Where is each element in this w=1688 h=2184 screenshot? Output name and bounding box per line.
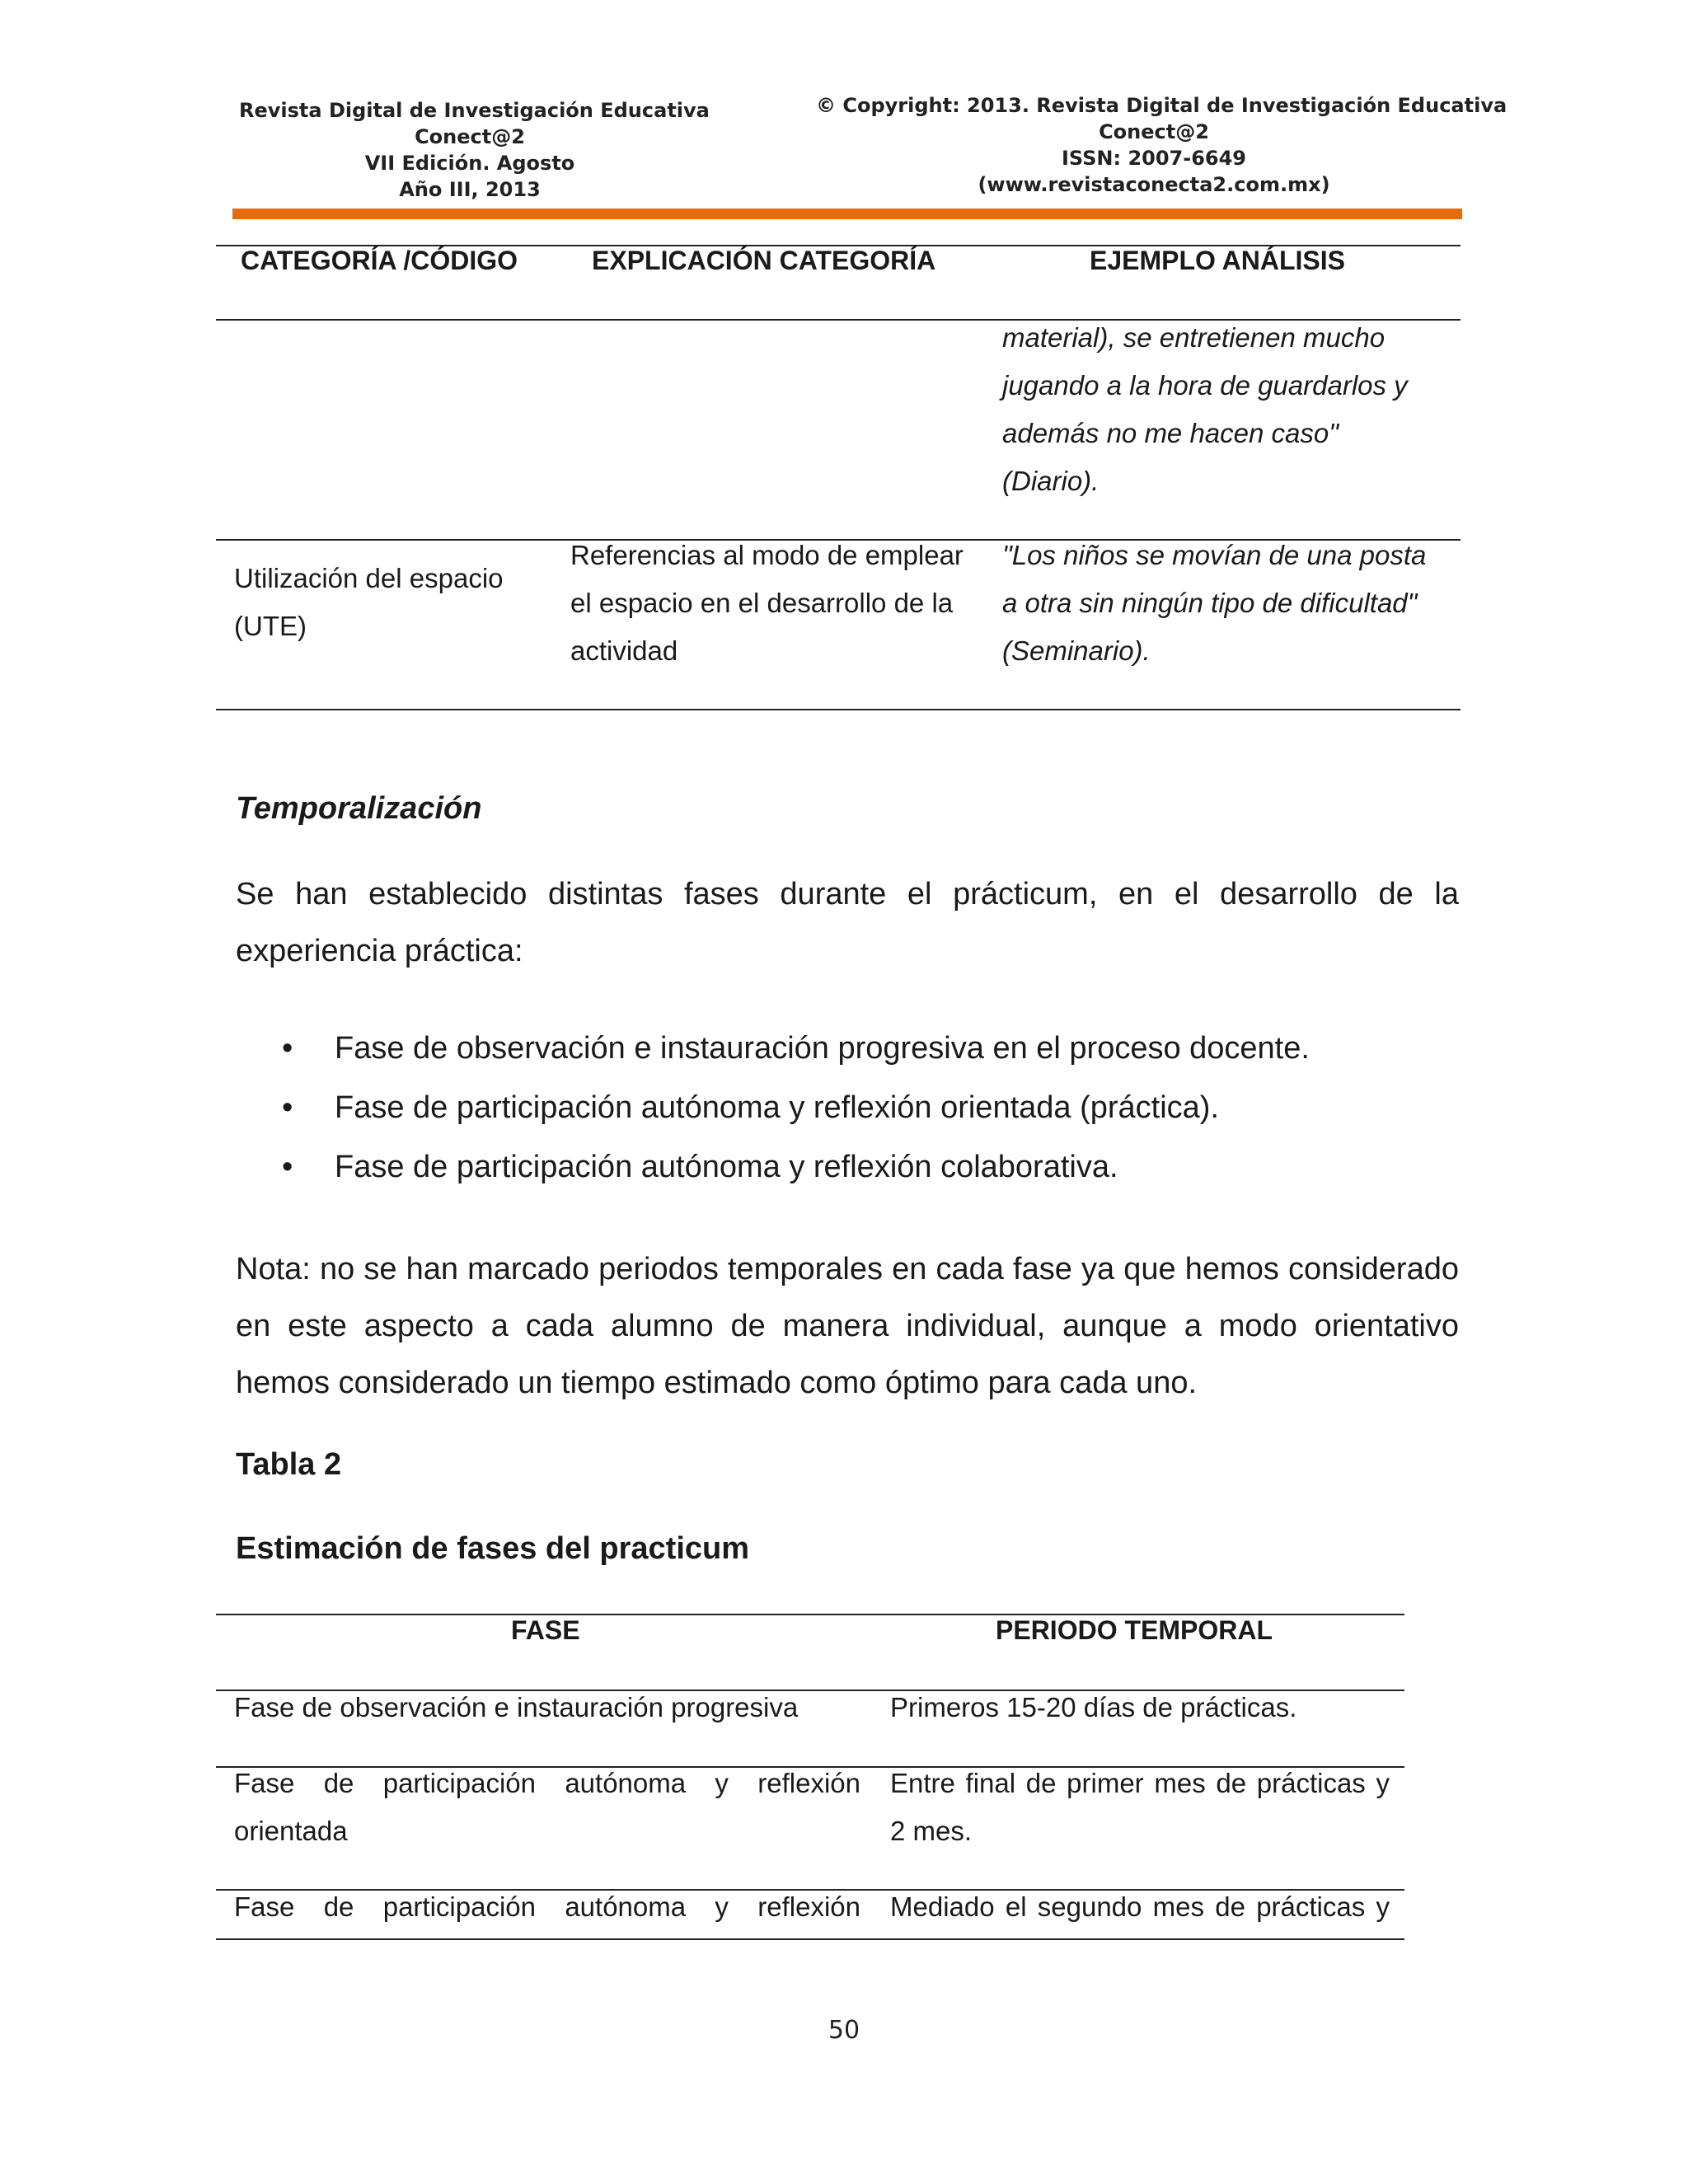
journal-brand: Conect@2 (415, 125, 525, 148)
table2-row3-periodo: Mediado el segundo mes de prácticas y (890, 1891, 1390, 1922)
table2-label: Tabla 2 (236, 1447, 342, 1482)
bullet-icon: • (282, 1031, 293, 1066)
table2-header-fase: FASE (511, 1615, 580, 1645)
table1-continued-example: material), se entretienen mucho jugando a la hora de guardarlos y además no me hacen caso" (Diario). (1002, 322, 1408, 496)
copyright-line: © Copyright: 2013. Revista Digital de Investigación Educativa (816, 94, 1507, 117)
issn: ISSN: 2007-6649 (1061, 147, 1246, 170)
journal-name: Revista Digital de Investigación Educativa (239, 99, 710, 122)
list-item: • Fase de observación e instauración progresiva en el proceso docente. (236, 1019, 1459, 1078)
journal-url: (www.revistaconecta2.com.mx) (978, 173, 1330, 196)
header-divider (232, 209, 1462, 219)
table2-bottom-rule (216, 1938, 1404, 1940)
journal-edition: VII Edición. Agosto (364, 152, 575, 175)
section-heading: Temporalización (236, 791, 482, 826)
table2-title: Estimación de fases del practicum (236, 1531, 750, 1566)
table1-header-category: CATEGORÍA /CÓDIGO (241, 246, 518, 275)
table2-row1-periodo: Primeros 15-20 días de prácticas. (890, 1692, 1297, 1722)
table2-row3-fase: Fase de participación autónoma y reflexión (234, 1891, 860, 1922)
table1-bottom-rule (216, 709, 1461, 710)
journal-year: Año III, 2013 (399, 178, 541, 201)
table1-explanation-cell: Referencias al modo de emplear el espacio en el desarrollo de la actividad (570, 540, 964, 666)
table1-category-cell: Utilización del espacio (UTE) (234, 563, 504, 641)
table2-row2-periodo: Entre final de primer mes de prácticas y 2 mes. (890, 1768, 1390, 1846)
journal-header-left (239, 97, 710, 203)
list-item: • Fase de participación autónoma y reflexión colaborativa. (236, 1137, 1459, 1197)
bullet-icon: • (282, 1150, 293, 1184)
intro-paragraph: Se han establecido distintas fases durante el prácticum, en el desarrollo de la experiencia práctica: (236, 877, 1459, 968)
list-item: • Fase de participación autónoma y reflexión orientada (práctica). (236, 1078, 1459, 1137)
page-number: 50 (828, 2016, 860, 2045)
note-paragraph: Nota: no se han marcado periodos temporales en cada fase ya que hemos considerado en este aspecto a cada alumno de manera individual, aunque a modo orientativo hemos considerado un tiempo estimado como óptimo para cada uno. (236, 1252, 1459, 1400)
table2-row2-fase: Fase de participación autónoma y reflexión orientada (234, 1768, 860, 1846)
table1-header-explanation: EXPLICACIÓN CATEGORÍA (592, 246, 936, 275)
table1-example-cell: "Los niños se movían de una posta a otra sin ningún tipo de dificultad" (Seminario). (1002, 540, 1427, 666)
bullet-icon: • (282, 1090, 293, 1125)
copyright-brand: Conect@2 (1099, 120, 1209, 143)
phase-list (236, 1019, 1459, 1197)
journal-header-right (816, 92, 1507, 198)
table2-header-periodo: PERIODO TEMPORAL (996, 1615, 1273, 1645)
table2-row1-fase: Fase de observación e instauración progresiva (234, 1692, 799, 1722)
table1-header-example: EJEMPLO ANÁLISIS (1090, 246, 1345, 275)
